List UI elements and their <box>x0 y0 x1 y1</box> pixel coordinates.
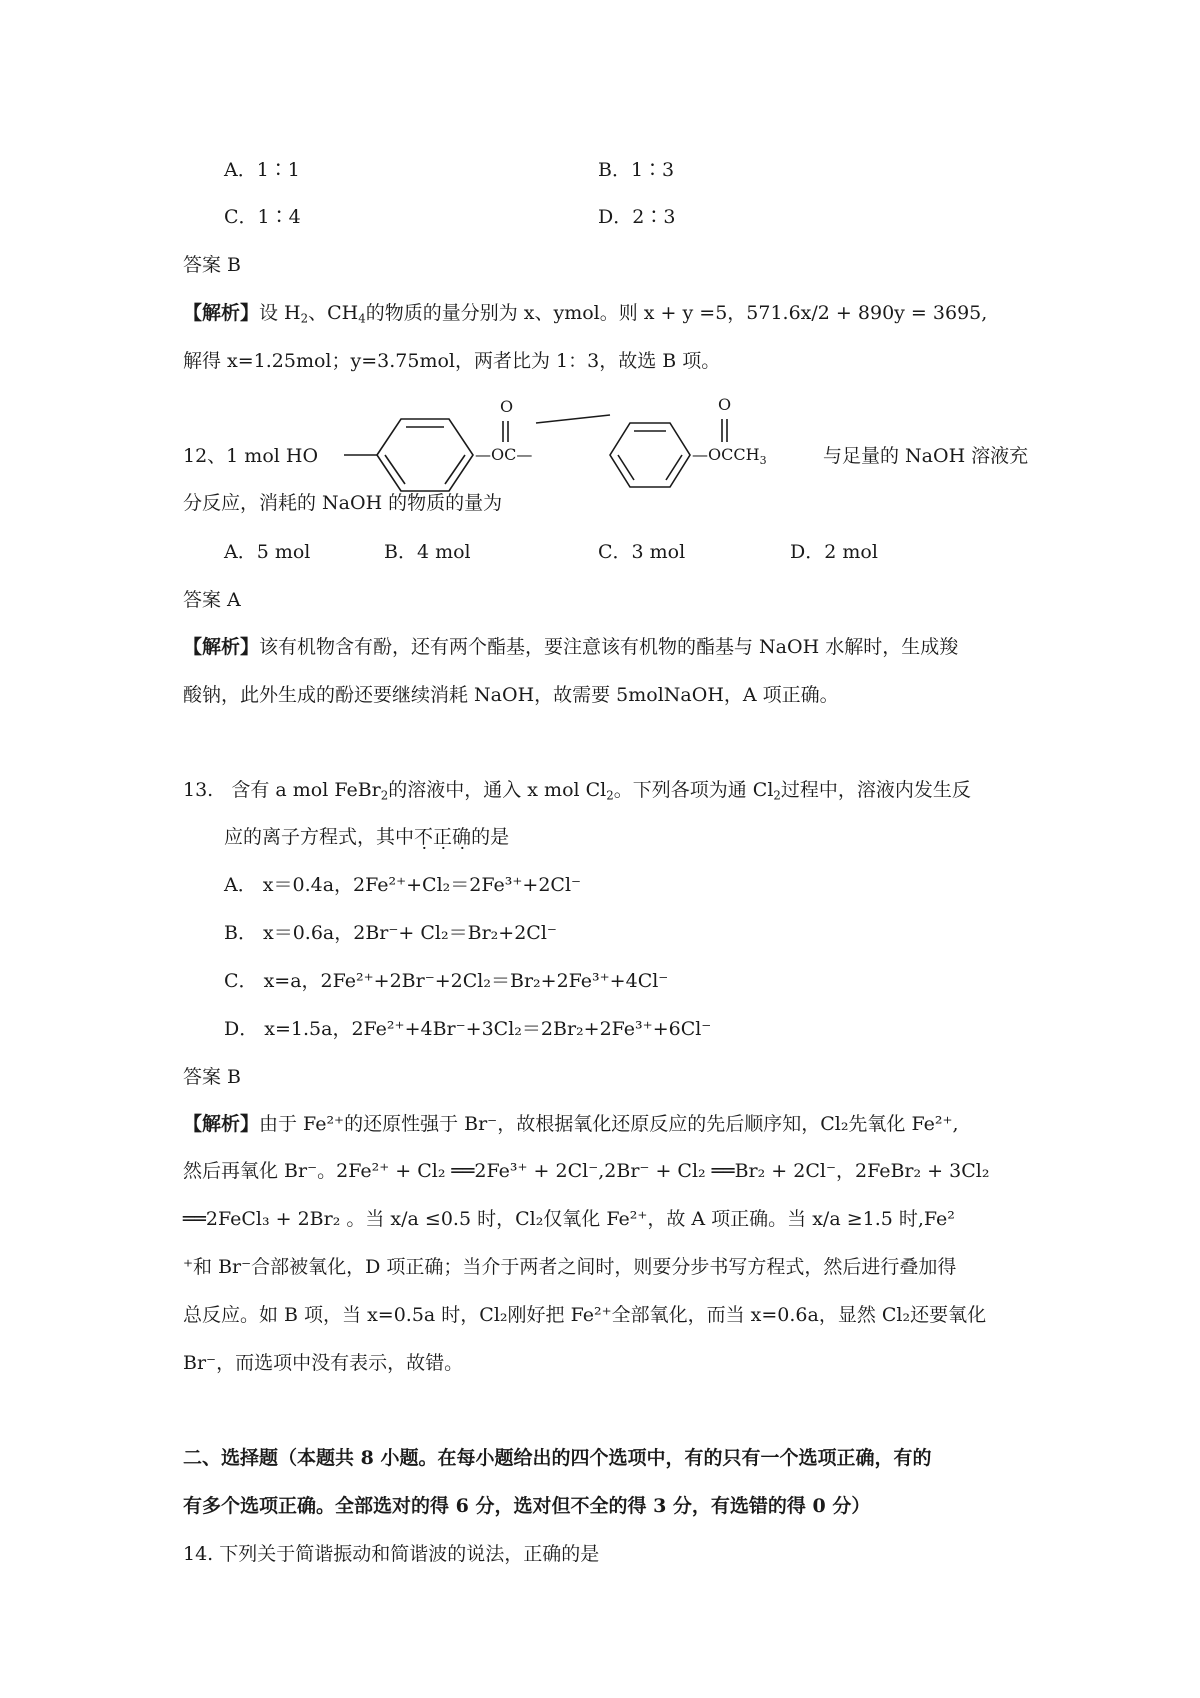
q11-option-b: B．1∶3 <box>598 159 675 181</box>
q11-option-d: D．2∶3 <box>598 206 676 228</box>
q13-stem-line1: 13. 含有 a mol FeBr$_2$的溶液中，通入 x mol $Cl_2$。下列各项为通 $Cl_2$过程中，溶液内发生反 <box>183 779 971 803</box>
q11-option-c: C．1∶4 <box>224 206 301 228</box>
analysis-tag: 【解析】 <box>183 302 260 324</box>
q14-stem: 14. 下列关于简谐振动和简谐波的说法，正确的是 <box>183 1543 600 1565</box>
analysis-tag: 【解析】 <box>183 1113 260 1135</box>
ring-2-double-bond-2 <box>618 455 634 480</box>
q13-analysis-line1: 【解析】由于 Fe²⁺的还原性强于 Br⁻，故根据氧化还原反应的先后顺序知，Cl₂先氧化 Fe²⁺, <box>183 1113 959 1135</box>
carbonyl-o-2: O <box>718 395 732 414</box>
section-heading-line1: 二、选择题（本题共 8 小题。在每小题给出的四个选项中，有的只有一个选项正确，有的 <box>183 1447 932 1469</box>
q13-option-d: D． x=1.5a，2Fe²⁺+4Br⁻+3Cl₂＝2Br₂+2Fe³⁺+6Cl⁻ <box>224 1018 712 1040</box>
q12-option-b: B．4 mol <box>384 541 471 563</box>
analysis-tag: 【解析】 <box>183 636 260 658</box>
benzene-ring-1 <box>377 419 473 491</box>
chemical-structure-diagram <box>300 395 820 505</box>
ester-link-label-2: $—OCCH_3$ <box>692 445 767 467</box>
connector-bond <box>536 415 610 423</box>
q12-stem-suffix: 与足量的 NaOH 溶液充 <box>823 445 1029 467</box>
q12-analysis-line2: 酸钠，此外生成的酚还要继续消耗 NaOH，故需要 5molNaOH，A 项正确。 <box>183 684 839 706</box>
q12-analysis-line1: 【解析】该有机物含有酚，还有两个酯基，要注意该有机物的酯基与 NaOH 水解时，生成羧 <box>183 636 959 658</box>
emphasis-char: 不 <box>414 826 434 848</box>
section-heading-line2: 有多个选项正确。全部选对的得 6 分，选对但不全的得 3 分，有选错的得 0 分） <box>183 1495 871 1517</box>
emphasis-char: 确 <box>452 826 472 848</box>
q12-stem-prefix: 12、1 mol HO <box>183 445 319 467</box>
q12-option-d: D．2 mol <box>790 541 878 563</box>
q12-option-a: A．5 mol <box>224 541 311 563</box>
ester-link-label: —OC— <box>475 445 533 464</box>
q11-option-a: A．1∶1 <box>224 159 300 181</box>
q13-analysis-line2: 然后再氧化 Br⁻。2Fe²⁺ + Cl₂ ══2Fe³⁺ + 2Cl⁻,2Br⁻ + Cl₂ ══Br₂ + 2Cl⁻，2FeBr₂ + 3Cl₂ <box>183 1160 990 1182</box>
q12-answer: 答案 A <box>183 589 241 611</box>
q11-analysis-line1: 【解析】设 $H_2$、$CH_4$的物质的量分别为 x、ymol。则 x + y =5，571.6x/2 + 890y = 3695, <box>183 302 988 326</box>
q13-option-a: A． x＝0.4a，2Fe²⁺+Cl₂＝2Fe³⁺+2Cl⁻ <box>224 874 582 896</box>
emphasis-char: 正 <box>433 826 453 848</box>
q13-analysis-line5: 总反应。如 B 项，当 x=0.5a 时，Cl₂刚好把 Fe²⁺全部氧化，而当 x=0.6a，显然 Cl₂还要氧化 <box>183 1304 987 1326</box>
benzene-ring-2 <box>610 423 690 487</box>
ring-1-double-bond-3 <box>445 455 465 484</box>
q13-number: 13. <box>183 779 214 801</box>
q13-answer: 答案 B <box>183 1066 242 1088</box>
carbonyl-o-1: O <box>500 397 514 416</box>
q11-answer: 答案 B <box>183 254 242 276</box>
ring-2-double-bond-3 <box>666 455 682 480</box>
q13-option-b: B． x＝0.6a，2Br⁻+ Cl₂＝Br₂+2Cl⁻ <box>224 922 557 944</box>
q13-analysis-line3: ══2FeCl₃ + 2Br₂ 。当 x/a ≤0.5 时，Cl₂仅氧化 Fe²⁺，故 A 项正确。当 x/a ≥1.5 时,Fe² <box>183 1208 955 1230</box>
q12-stem-line2: 分反应，消耗的 NaOH 的物质的量为 <box>183 492 503 514</box>
q13-stem-line2: 应的离子方程式，其中不正确的是 <box>224 826 510 848</box>
q11-analysis-line2: 解得 x=1.25mol；y=3.75mol，两者比为 1：3，故选 B 项。 <box>183 350 721 372</box>
q13-analysis-line4: ⁺和 Br⁻合部被氧化，D 项正确；当介于两者之间时，则要分步书写方程式，然后进行叠加得 <box>183 1256 957 1278</box>
q13-analysis-line6: Br⁻，而选项中没有表示，故错。 <box>183 1352 464 1374</box>
ring-1-double-bond-2 <box>385 455 405 484</box>
q12-option-c: C．3 mol <box>598 541 686 563</box>
q13-option-c: C． x=a，2Fe²⁺+2Br⁻+2Cl₂＝Br₂+2Fe³⁺+4Cl⁻ <box>224 970 669 992</box>
